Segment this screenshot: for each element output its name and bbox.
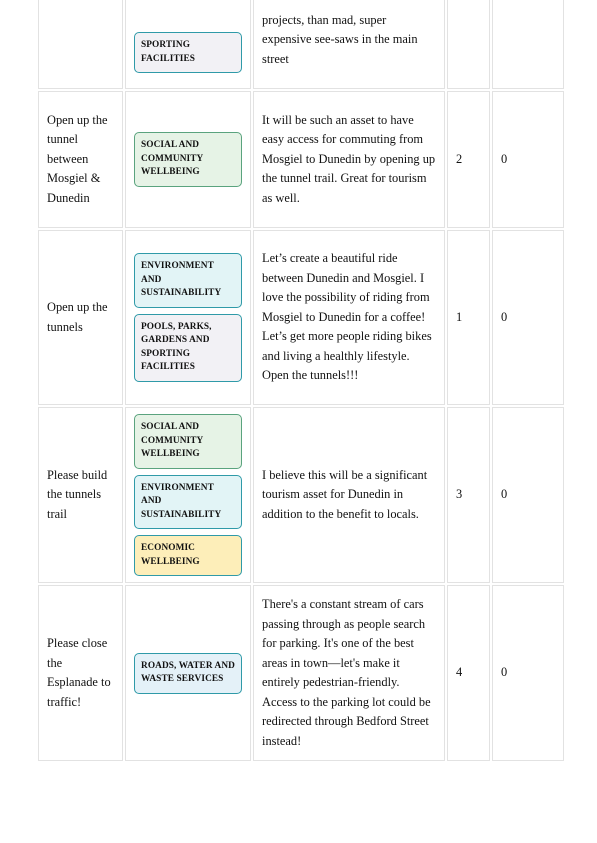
count-a: 2 [447,91,490,228]
ideas-table [36,0,566,763]
count-b: 0 [492,230,564,405]
idea-description: There's a constant stream of cars passing through as people search for parking. It's one of the best areas in town—let's make it entirely pedestrian-friendly. Access to the parking lot could be redirected through Bedford Street instead! [253,585,445,761]
count-a: 3 [447,407,490,583]
idea-tags [125,230,251,405]
count-b: 0 [492,91,564,228]
count-b [492,0,564,89]
count-a: 4 [447,585,490,761]
table-row [38,91,564,228]
table-row [38,230,564,405]
idea-title: Open up the tunnel between Mosgiel & Dunedin [38,91,123,228]
count-b: 0 [492,407,564,583]
category-tag: ROADS, WATER AND WASTE SERVICES [134,653,242,694]
count-b: 0 [492,585,564,761]
idea-tags [125,0,251,89]
idea-tags [125,585,251,761]
count-a: 1 [447,230,490,405]
idea-description: projects, than mad, super expensive see-saws in the main street [253,0,445,89]
idea-description: I believe this will be a significant tourism asset for Dunedin in addition to the benefit to locals. [253,407,445,583]
category-tag: ECONOMIC WELLBEING [134,535,242,576]
count-a [447,0,490,89]
idea-title: Open up the tunnels [38,230,123,405]
table-row [38,407,564,583]
idea-tags [125,91,251,228]
category-tag: ENVIRONMENT AND SUSTAINABILITY [134,253,242,308]
idea-title [38,0,123,89]
category-tag: ENVIRONMENT AND SUSTAINABILITY [134,475,242,530]
idea-description: Let’s create a beautiful ride between Dunedin and Mosgiel. I love the possibility of riding from Mosgiel to Dunedin for a coffee! Let’s get more people riding bikes and living a healthly lifestyle. Open the tunnels!!! [253,230,445,405]
idea-title: Please build the tunnels trail [38,407,123,583]
idea-description: It will be such an asset to have easy access for commuting from Mosgiel to Dunedin by opening up the tunnel trail. Great for tourism as well. [253,91,445,228]
table-row [38,0,564,89]
idea-tags [125,407,251,583]
category-tag: SOCIAL AND COMMUNITY WELLBEING [134,132,242,187]
idea-title: Please close the Esplanade to traffic! [38,585,123,761]
category-tag: SOCIAL AND COMMUNITY WELLBEING [134,414,242,469]
category-tag: SPORTING FACILITIES [134,32,242,73]
category-tag: POOLS, PARKS, GARDENS AND SPORTING FACILITIES [134,314,242,382]
table-row [38,585,564,761]
